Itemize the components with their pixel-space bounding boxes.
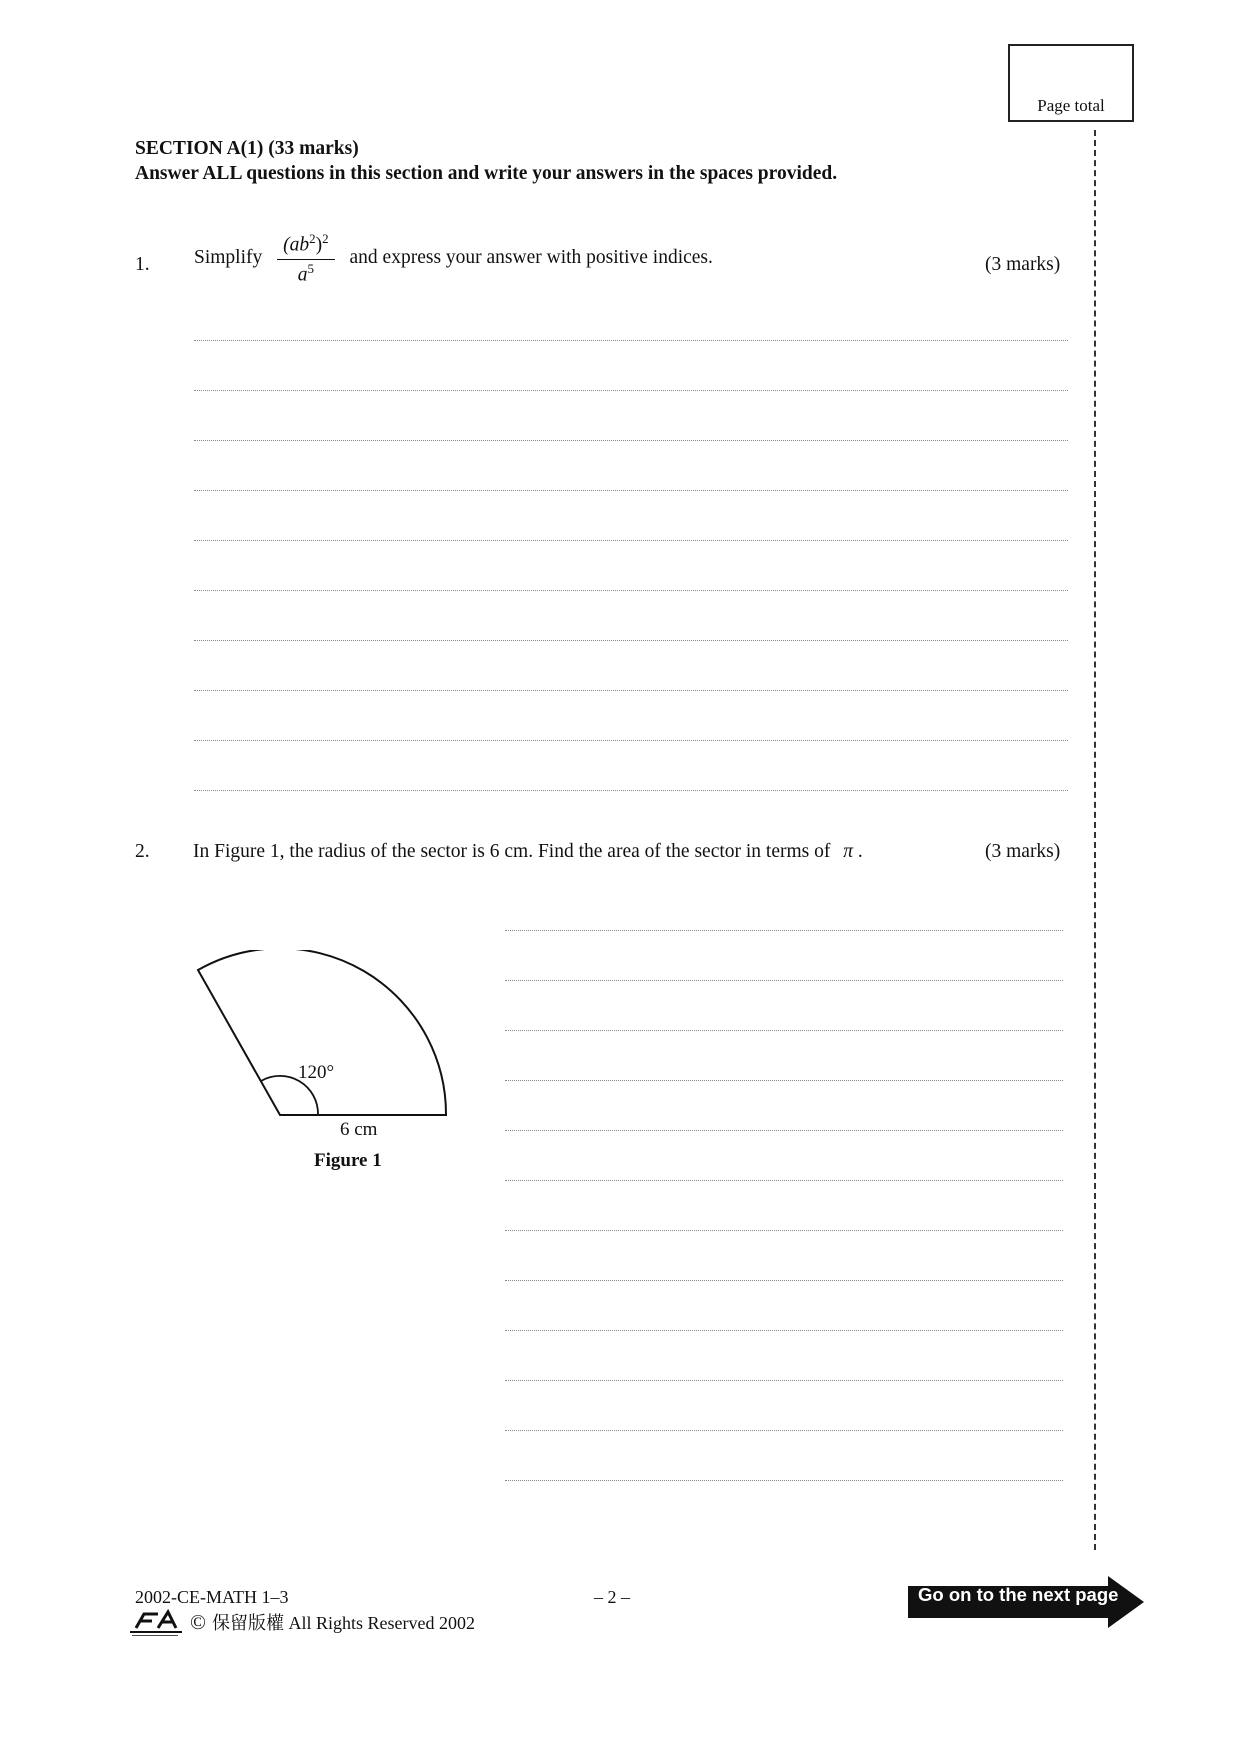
question-1-marks: (3 marks) — [985, 254, 1061, 275]
angle-label: 120° — [298, 1062, 335, 1083]
question-2-text-end: . — [853, 841, 863, 862]
answer-line — [194, 340, 1068, 341]
answer-line — [194, 740, 1068, 741]
answer-line — [505, 1030, 1063, 1031]
radius-label: 6 cm — [340, 1119, 378, 1140]
next-page-label: Go on to the next page — [918, 1584, 1119, 1605]
pi-symbol: π — [843, 841, 854, 862]
question-2-text-body: In Figure 1, the radius of the sector is 6 cm. Find the area of the sector in terms of — [193, 841, 831, 862]
fraction-denominator: $a^5$ — [297, 260, 315, 285]
sector-figure — [180, 950, 480, 1130]
question-2-text — [193, 841, 863, 863]
question-2-marks: (3 marks) — [985, 841, 1061, 862]
page-total-box — [1008, 44, 1134, 122]
answer-line — [505, 1480, 1063, 1481]
question-1-fraction — [277, 231, 335, 286]
next-page-arrow — [908, 1576, 1148, 1633]
answer-line — [505, 1330, 1063, 1331]
page-number: – 2 – — [594, 1587, 630, 1607]
answer-line — [505, 1130, 1063, 1131]
paper-code: 2002-CE-MATH 1–3 — [135, 1587, 289, 1607]
question-2-number: 2. — [135, 841, 150, 862]
answer-line — [194, 690, 1068, 691]
section-title: SECTION A(1) (33 marks) — [135, 138, 359, 159]
question-1-text — [194, 231, 713, 286]
figure-caption: Figure 1 — [314, 1150, 382, 1171]
answer-line — [505, 980, 1063, 981]
answer-line — [194, 540, 1068, 541]
hkeaa-logo-icon — [128, 1608, 184, 1636]
section-instruction: Answer ALL questions in this section and write your answers in the spaces provided. — [135, 163, 838, 184]
answer-line — [194, 490, 1068, 491]
margin-dashed-line — [1094, 130, 1096, 1550]
sector-outline — [198, 950, 446, 1115]
page-total-label: Page total — [1037, 96, 1105, 115]
answer-line — [505, 1180, 1063, 1181]
question-1-text-after: and express your answer with positive indices. — [349, 246, 713, 268]
fraction-numerator: $(ab^2)^2$ — [277, 231, 335, 260]
copyright-text: 保留版權 All Rights Reserved 2002 — [211, 1613, 475, 1633]
answer-line — [505, 1380, 1063, 1381]
answer-line — [505, 930, 1063, 931]
copyright-symbol: © — [190, 1609, 206, 1634]
answer-line — [505, 1430, 1063, 1431]
answer-line — [505, 1280, 1063, 1281]
question-1-number: 1. — [135, 254, 150, 275]
section-heading — [135, 136, 837, 186]
answer-line — [194, 440, 1068, 441]
answer-line — [194, 640, 1068, 641]
copyright-line — [128, 1608, 475, 1636]
answer-line — [194, 590, 1068, 591]
answer-line — [505, 1080, 1063, 1081]
answer-line — [194, 390, 1068, 391]
question-1-text-before: Simplify — [194, 246, 263, 268]
answer-line — [505, 1230, 1063, 1231]
answer-line — [194, 790, 1068, 791]
